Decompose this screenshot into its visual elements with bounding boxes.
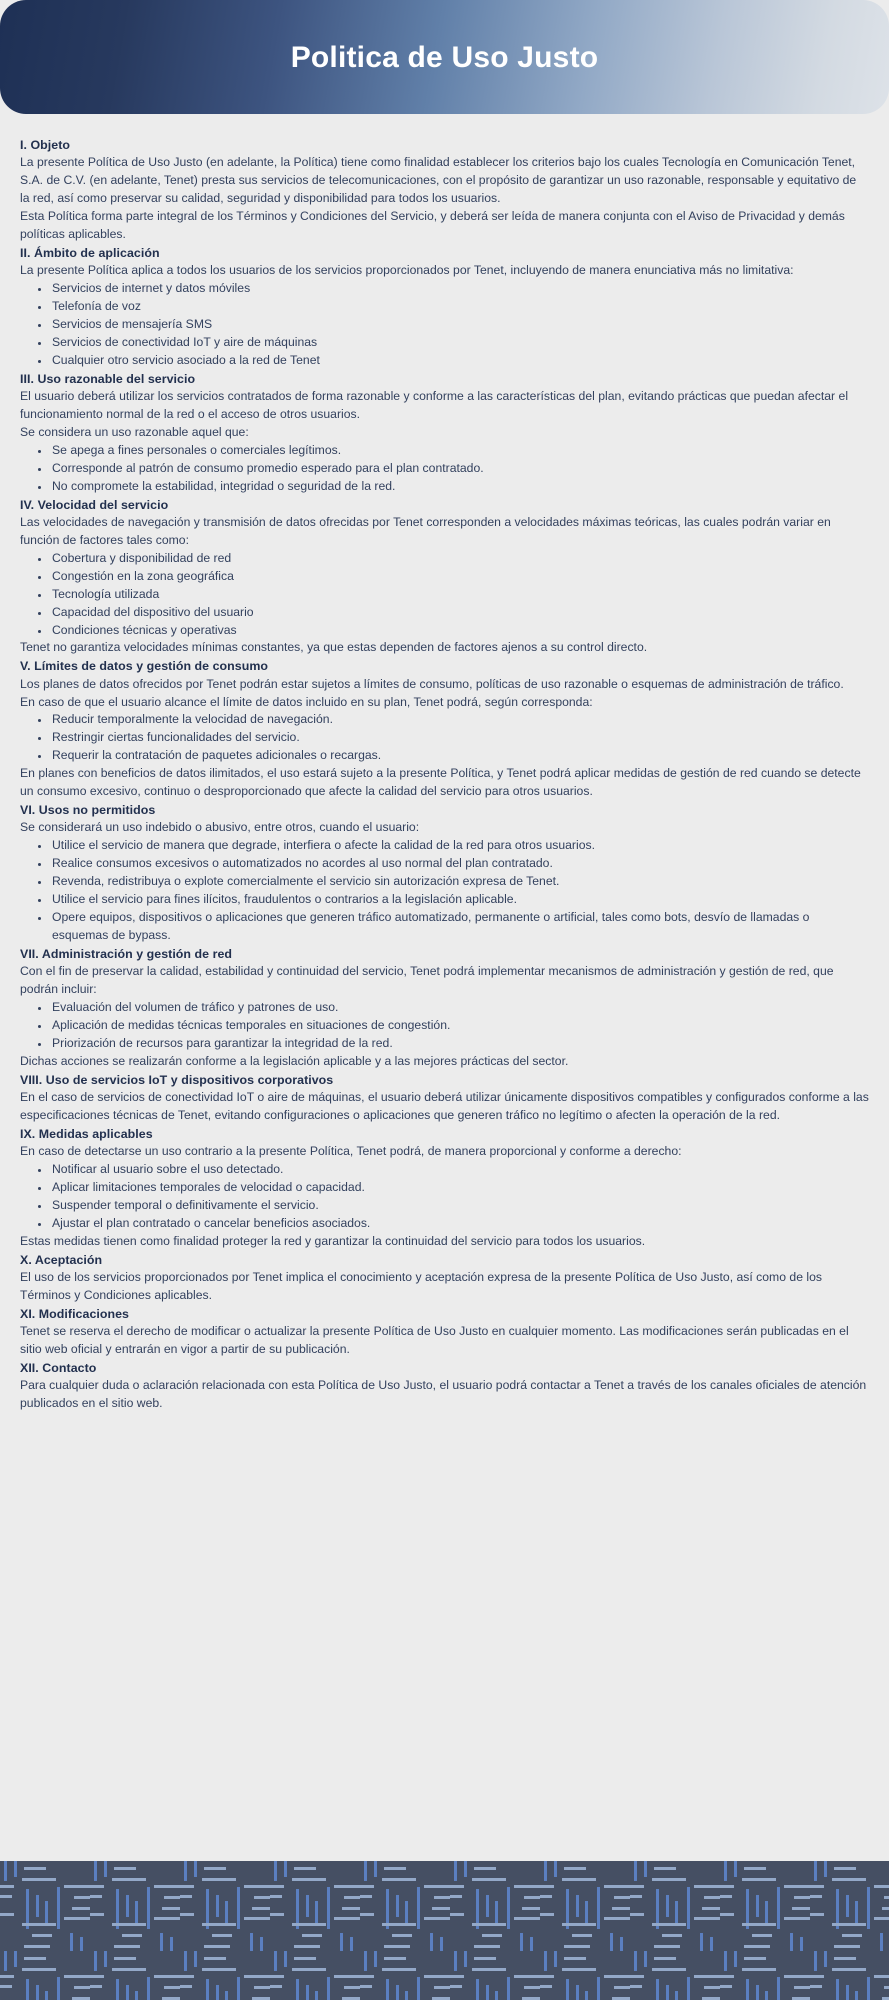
list-item: Utilice el servicio de manera que degrade, interfiera o afecte la calidad de la red para otros usuarios. [36,837,869,855]
list-item: Corresponde al patrón de consumo promedio esperado para el plan contratado. [36,460,869,478]
footer-decorative-pattern [0,1861,889,2000]
section-heading: V. Límites de datos y gestión de consumo [20,659,269,674]
list-item: Se apega a fines personales o comerciales legítimos. [36,442,869,460]
section-bullet-list [20,837,869,945]
list-item: Notificar al usuario sobre el uso detectado. [36,1161,869,1179]
section-paragraph: Para cualquier duda o aclaración relacionada con esta Política de Uso Justo, el usuario podrá contactar a Tenet a través de los canales oficiales de atención publicados en el sitio web. [20,1378,867,1411]
section-paragraph: En planes con beneficios de datos ilimitados, el uso estará sujeto a la presente Política, y Tenet podrá aplicar medidas de gestión de red cuando se detecte un consumo excesivo, continuo o desproporcionado que afecte la calidad del servicio para otros usuarios. [20,766,861,799]
section-bullet-list [20,280,869,370]
policy-document-body [0,114,889,1861]
section-paragraph: La presente Política de Uso Justo (en adelante, la Política) tiene como finalidad establecer los criterios bajo los cuales Tecnología en Comunicación Tenet, S.A. de C.V. (en adelante, Tenet) presta sus servicios de telecomunicaciones, con el propósito de garantizar un uso razonable, responsable y equitativo de la red, así como preservar su calidad, seguridad y disponibilidad para todos los usuarios. [20,155,857,206]
section-paragraph: Con el fin de preservar la calidad, estabilidad y continuidad del servicio, Tenet podrá implementar mecanismos de administración y gestión de red, que podrán incluir: [20,964,834,997]
section-paragraph: Esta Política forma parte integral de los Términos y Condiciones del Servicio, y deberá ser leída de manera conjunta con el Aviso de Privacidad y demás políticas aplicables. [20,209,845,241]
section-heading: VII. Administración y gestión de red [20,946,233,961]
section-heading: I. Objeto [20,138,71,152]
list-item: Aplicación de medidas técnicas temporales en situaciones de congestión. [36,1017,869,1035]
list-item: Telefonía de voz [36,298,869,316]
section-heading: VI. Usos no permitidos [20,803,156,818]
list-item: Servicios de conectividad IoT y aire de máquinas [36,334,869,352]
section-paragraph: Se considerará un uso indebido o abusivo, entre otros, cuando el usuario: [20,820,420,835]
list-item: Congestión en la zona geográfica [36,568,869,586]
page-header-banner [0,0,889,114]
section-paragraph: En caso de que el usuario alcance el límite de datos incluido en su plan, Tenet podrá, según corresponda: [20,694,593,709]
list-item: Cualquier otro servicio asociado a la red de Tenet [36,352,869,370]
list-item: Condiciones técnicas y operativas [36,622,869,640]
section-bullet-list [20,442,869,496]
list-item: Utilice el servicio para fines ilícitos, fraudulentos o contrarios a la legislación aplicable. [36,891,869,909]
list-item: Aplicar limitaciones temporales de velocidad o capacidad. [36,1179,869,1197]
list-item: Servicios de internet y datos móviles [36,280,869,298]
footer-pattern-graphic [0,1861,889,2000]
section-paragraph: Tenet no garantiza velocidades mínimas constantes, ya que estas dependen de factores ajenos a su control directo. [20,640,648,655]
list-item: Servicios de mensajería SMS [36,316,869,334]
section-bullet-list [20,550,869,640]
list-item: Evaluación del volumen de tráfico y patrones de uso. [36,999,869,1017]
section-heading: IX. Medidas aplicables [20,1126,153,1141]
list-item: Priorización de recursos para garantizar la integridad de la red. [36,1035,869,1053]
section-paragraph: Los planes de datos ofrecidos por Tenet podrán estar sujetos a límites de consumo, políticas de uso razonable o esquemas de administración de tráfico. [20,676,844,691]
section-heading: III. Uso razonable del servicio [20,371,196,386]
list-item: Reducir temporalmente la velocidad de navegación. [36,711,869,729]
list-item: Tecnología utilizada [36,586,869,604]
section-heading: XI. Modificaciones [20,1306,129,1321]
section-bullet-list [20,1161,869,1233]
section-paragraph: En caso de detectarse un uso contrario a la presente Política, Tenet podrá, de manera proporcional y conforme a derecho: [20,1144,682,1159]
section-paragraph: La presente Política aplica a todos los usuarios de los servicios proporcionados por Tenet, incluyendo de manera enunciativa más no limitativa: [20,263,794,278]
section-paragraph: En el caso de servicios de conectividad IoT o aire de máquinas, el usuario deberá utilizar únicamente dispositivos compatibles y configurados conforme a las especificaciones técnicas de Tenet, evitando configuraciones o aplicaciones que generen tráfico no legítimo o afecten la operación de la red. [20,1090,869,1122]
section-heading: VIII. Uso de servicios IoT y dispositivos corporativos [20,1072,334,1087]
list-item: Suspender temporal o definitivamente el servicio. [36,1197,869,1215]
list-item: Capacidad del dispositivo del usuario [36,604,869,622]
section-paragraph: El uso de los servicios proporcionados por Tenet implica el conocimiento y aceptación expresa de la presente Política de Uso Justo, así como de los Términos y Condiciones aplicables. [20,1270,822,1302]
section-paragraph: Las velocidades de navegación y transmisión de datos ofrecidas por Tenet corresponden a velocidades máximas teóricas, las cuales podrán variar en función de factores tales como: [20,514,831,547]
section-paragraph: Se considera un uso razonable aquel que: [20,424,249,439]
section-heading: X. Aceptación [20,1252,103,1267]
list-item: Cobertura y disponibilidad de red [36,550,869,568]
section-heading: II. Ámbito de aplicación [20,245,160,260]
section-paragraph: El usuario deberá utilizar los servicios contratados de forma razonable y conforme a las características del plan, evitando prácticas que puedan afectar el funcionamiento normal de la red o el acceso de otros usuarios. [20,389,849,421]
section-heading: IV. Velocidad del servicio [20,497,169,512]
page-title: Politica de Uso Justo [290,40,599,74]
list-item: Requerir la contratación de paquetes adicionales o recargas. [36,747,869,765]
section-heading: XII. Contacto [20,1361,97,1376]
section-bullet-list [20,711,869,765]
section-paragraph: Dichas acciones se realizarán conforme a la legislación aplicable y a las mejores prácticas del sector. [20,1053,569,1068]
section-bullet-list [20,999,869,1053]
list-item: Ajustar el plan contratado o cancelar beneficios asociados. [36,1215,869,1233]
section-paragraph: Tenet se reserva el derecho de modificar o actualizar la presente Política de Uso Justo en cualquier momento. Las modificaciones serán publicadas en el sitio web oficial y entrarán en vigor a partir de su publicación. [20,1324,849,1357]
list-item: Restringir ciertas funcionalidades del servicio. [36,729,869,747]
list-item: Realice consumos excesivos o automatizados no acordes al uso normal del plan contratado. [36,855,869,873]
list-item: No compromete la estabilidad, integridad o seguridad de la red. [36,478,869,496]
policy-sections [20,136,869,1413]
list-item: Revenda, redistribuya o explote comercialmente el servicio sin autorización expresa de Tenet. [36,873,869,891]
section-paragraph: Estas medidas tienen como finalidad proteger la red y garantizar la continuidad del servicio para todos los usuarios. [20,1233,646,1248]
list-item: Opere equipos, dispositivos o aplicaciones que generen tráfico automatizado, permanente o artificial, tales como bots, desvío de llamadas o esquemas de bypass. [36,909,869,945]
